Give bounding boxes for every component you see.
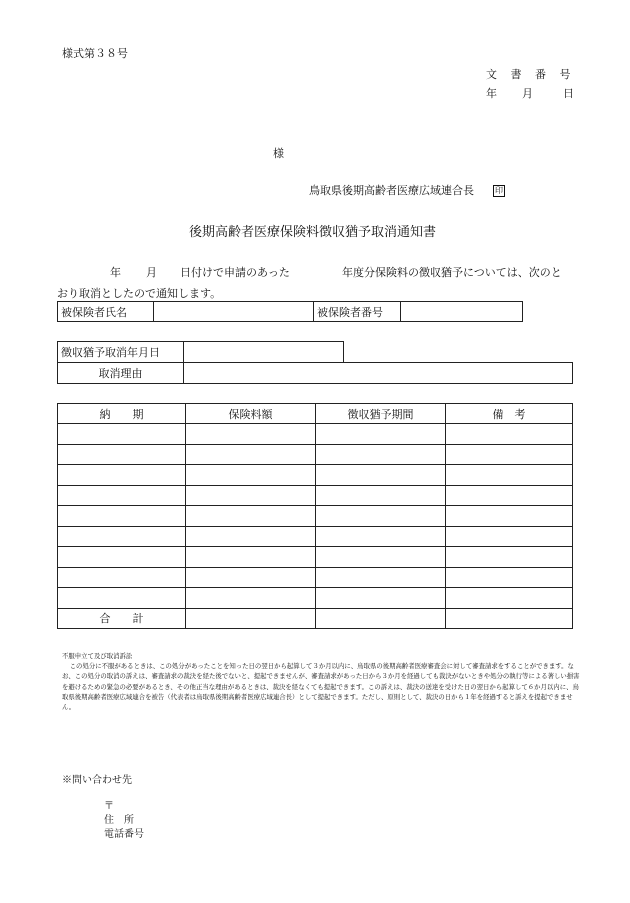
header-deferral-period: 徴収猶予期間 xyxy=(316,404,446,424)
notes-heading: 不服申立て及び取消訴訟 xyxy=(62,652,133,660)
insured-number-label: 被保険者番号 xyxy=(314,302,401,322)
cancel-reason-table xyxy=(57,362,573,384)
appeal-notes xyxy=(62,651,582,712)
form-number: 様式第３８号 xyxy=(62,47,128,60)
contact-postal: 〒 xyxy=(104,801,114,812)
issuer-name xyxy=(309,182,505,198)
seal-icon: 印 xyxy=(495,186,503,195)
intro-fiscal: 年度分保険料の徴収猶予については、次のと xyxy=(342,266,562,279)
header-remarks: 備 考 xyxy=(446,404,573,424)
total-deferral xyxy=(316,608,446,629)
cancel-reason-value xyxy=(184,363,573,384)
cancel-date-value xyxy=(184,342,344,363)
contact-address-label: 住 所 xyxy=(104,815,134,826)
insured-number-value xyxy=(401,302,523,322)
insured-name-value xyxy=(154,302,314,322)
intro-month: 月 xyxy=(146,266,157,279)
intro-applied: 日付けで申請のあった xyxy=(180,266,290,279)
total-label: 合 計 xyxy=(58,608,186,629)
insured-info-table xyxy=(57,301,523,322)
table-row xyxy=(58,485,573,506)
table-row xyxy=(58,567,573,588)
cancel-date-label: 徴収猶予取消年月日 xyxy=(58,342,184,363)
header-due-date: 納 期 xyxy=(58,404,186,424)
intro-year: 年 xyxy=(110,266,121,279)
table-row xyxy=(58,547,573,568)
addressee-suffix: 様 xyxy=(273,147,284,160)
total-remarks xyxy=(446,608,573,629)
intro-line2: おり取消としたので通知します。 xyxy=(57,287,222,300)
table-row xyxy=(58,506,573,527)
issuer-text: 鳥取県後期高齢者医療広域連合長 xyxy=(309,184,474,197)
document-title: 後期高齢者医療保険料徴収猶予取消通知書 xyxy=(189,225,437,240)
cancel-date-table xyxy=(57,341,344,363)
contact-phone-label: 電話番号 xyxy=(104,829,144,840)
cancel-info-block xyxy=(57,341,573,384)
document-number-label: 文 書 番 号 xyxy=(486,68,576,81)
cancel-reason-label: 取消理由 xyxy=(58,363,184,384)
payment-table xyxy=(57,403,573,629)
header-premium-amount: 保険料額 xyxy=(186,404,316,424)
table-row xyxy=(58,444,573,465)
contact-heading: ※問い合わせ先 xyxy=(62,775,132,786)
notes-body: この処分に不服があるときは、この処分があったことを知った日の翌日から起算して３か月以内に、鳥取県の後期高齢者医療審査会に対して審査請求をすることができます。なお、この処分の取消の訴えは、審査請求の裁決を経た後でないと、提起できませんが、審査請求があった日から３か月を経過しても裁決がないときや処分の執行等による著しい損害を避けるための緊急の必要があるとき、その他正当な理由があるときは、裁決を経なくても提起できます。この訴えは、裁決の送達を受けた日の翌日から起算して６か月以内に、鳥取県後期高齢者医療広域連合を被告（代表者は鳥取県後期高齢者医療広域連合長）として提起できます。ただし、原則として、裁決の日から１年を経過すると訴えを提起できません。 xyxy=(62,662,580,712)
table-row xyxy=(58,588,573,609)
total-premium xyxy=(186,608,316,629)
table-row xyxy=(58,424,573,445)
table-row xyxy=(58,465,573,486)
insured-name-label: 被保険者氏名 xyxy=(58,302,154,322)
table-row xyxy=(58,526,573,547)
